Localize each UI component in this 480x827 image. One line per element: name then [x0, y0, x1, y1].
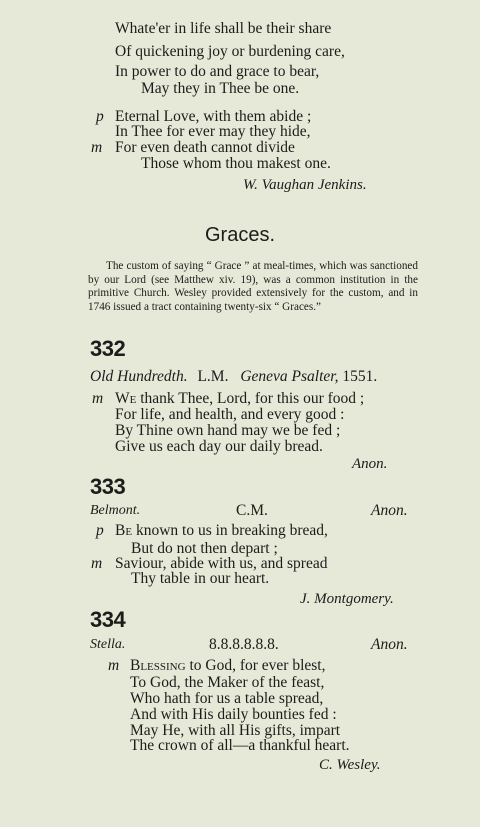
verse-line: Saviour, abide with us, and spread — [115, 555, 328, 572]
meter: C.M. — [236, 502, 268, 519]
verse-line: In Thee for ever may they hide, — [115, 123, 311, 140]
dynamic-mark-mezzo: m — [91, 555, 103, 572]
verse-line: But do not then depart ; — [131, 540, 278, 557]
hymn-number: 332 — [90, 336, 126, 361]
section-title: Graces. — [204, 224, 276, 246]
verse-line: Give us each day our daily bread. — [115, 438, 323, 455]
dynamic-mark-mezzo: m — [108, 657, 120, 674]
tune-year: 1551. — [342, 368, 378, 385]
verse-line: And with His daily bounties fed : — [130, 706, 337, 723]
verse-line: Of quickening joy or burdening care, — [115, 43, 345, 60]
first-word: Blessing — [130, 657, 186, 674]
hymn-author: C. Wesley. — [319, 757, 381, 773]
hymn-number: 333 — [90, 474, 126, 499]
hymn-author: J. Montgomery. — [300, 591, 394, 607]
dynamic-mark-piano: p — [96, 108, 104, 125]
dynamic-mark-mezzo: m — [92, 390, 104, 407]
verse-line: For life, and health, and every good : — [115, 406, 345, 423]
verse-line: For even death cannot divide — [115, 139, 295, 156]
tune-name: Belmont. — [90, 503, 141, 518]
verse-line: May they in Thee be one. — [141, 80, 300, 97]
verse-line: To God, the Maker of the feast, — [130, 674, 325, 691]
tune-author: Anon. — [371, 636, 408, 653]
verse-line: Blessing to God, for ever blest, — [130, 657, 326, 674]
verse-line: Thy table in our heart. — [131, 570, 270, 587]
verse-line: By Thine own hand may we be fed ; — [115, 422, 341, 439]
verse-line: Whate'er in life shall be their share — [115, 20, 332, 37]
verse-line: Be known to us in breaking bread, — [115, 522, 328, 539]
section-intro: The custom of saying “ Grace ” at meal-times, which was sanctioned by our Lord (see Matthew xiv. 19), was a common institution in the primitive Church. Wesley provided extensively for the custom, and in 1746 issued a tract containing twenty-six “ Graces.” — [88, 260, 418, 313]
hymn-number: 334 — [90, 607, 126, 632]
verse-line: We thank Thee, Lord, for this our food ; — [115, 390, 365, 407]
hymn-author: Anon. — [352, 456, 388, 472]
tune-name: Stella. — [90, 637, 126, 652]
dynamic-mark-mezzo: m — [91, 139, 103, 156]
verse-line: Eternal Love, with them abide ; — [115, 108, 312, 125]
verse-line: May He, with all His gifts, impart — [130, 722, 341, 739]
meter: L.M. — [197, 368, 229, 385]
meter: 8.8.8.8.8.8. — [209, 636, 279, 653]
first-word: We — [115, 390, 137, 407]
verse-line: In power to do and grace to bear, — [115, 63, 320, 80]
tune-author: Anon. — [371, 502, 408, 519]
hymn-author: W. Vaughan Jenkins. — [243, 177, 367, 193]
tune-line — [90, 368, 377, 386]
dynamic-mark-piano: p — [96, 522, 104, 539]
verse-line: The crown of all—a thankful heart. — [130, 737, 350, 754]
tune-source: Geneva Psalter, — [240, 368, 339, 385]
first-word: Be — [115, 522, 133, 539]
tune-name: Old Hundredth. — [90, 368, 188, 385]
verse-line: Who hath for us a table spread, — [130, 690, 324, 707]
verse-line: Those whom thou makest one. — [141, 155, 331, 172]
